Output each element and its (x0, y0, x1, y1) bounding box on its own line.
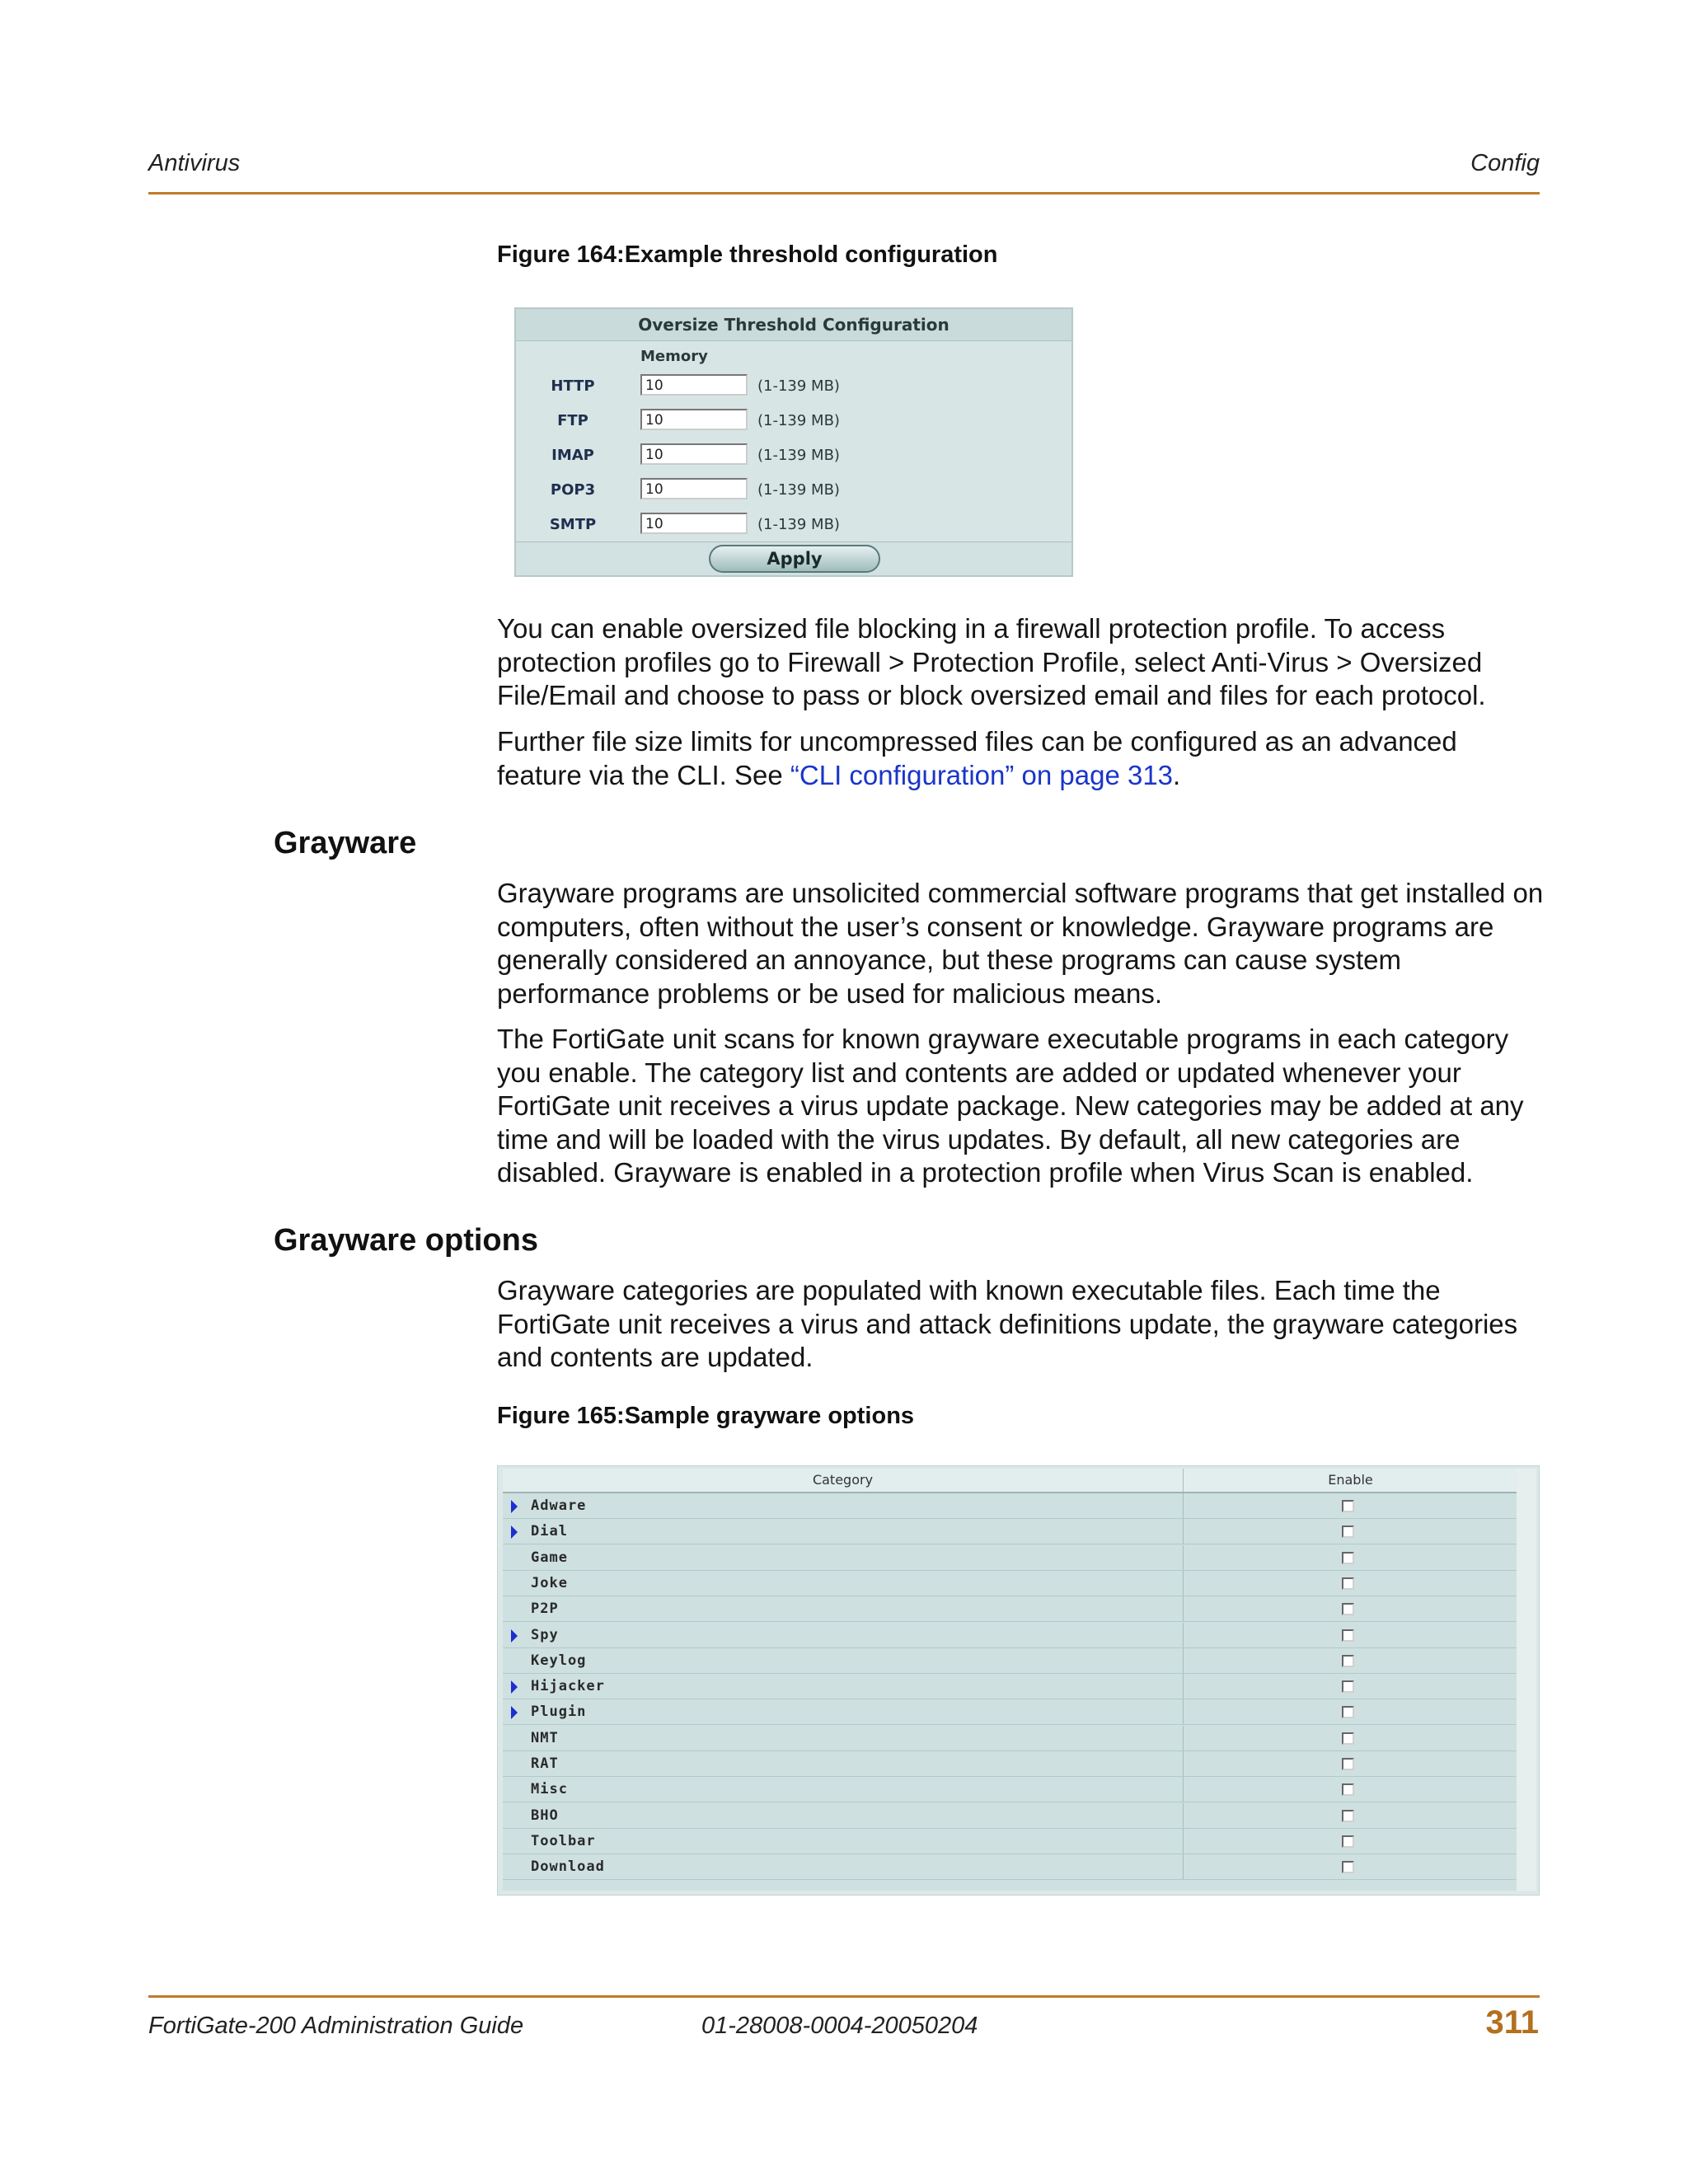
scrollbar[interactable] (1517, 1469, 1536, 1891)
column-divider (1183, 1493, 1184, 1518)
enable-checkbox[interactable] (1342, 1655, 1354, 1667)
running-header-section: Antivirus (148, 150, 241, 176)
category-name: Keylog (531, 1652, 587, 1669)
protocol-label: SMTP (549, 516, 597, 533)
category-name: Hijacker (531, 1678, 605, 1695)
column-divider (1183, 1777, 1184, 1802)
column-divider (1183, 1596, 1184, 1621)
table-row (503, 1674, 1517, 1699)
paragraph-text-end: . (1173, 759, 1181, 790)
grayware-options-heading: Grayware options (274, 1223, 538, 1258)
paragraph-grayware-definition: Grayware programs are unsolicited commercial software programs that get installed on computers, often without the user’s consent or knowledge. Grayware programs are generally considered an annoyance, but these programs can cause system performance problems or be used for malicious means. (497, 878, 1544, 1009)
enable-checkbox[interactable] (1342, 1577, 1354, 1590)
range-hint: (1-139 MB) (757, 412, 840, 429)
table-header (503, 1469, 1517, 1493)
category-name: Download (531, 1858, 605, 1876)
table-row (503, 1829, 1517, 1854)
column-divider (1183, 1751, 1184, 1776)
column-divider (1183, 1545, 1184, 1570)
enable-checkbox[interactable] (1342, 1706, 1354, 1718)
http-threshold-input[interactable]: 10 (640, 374, 748, 396)
apply-button[interactable]: Apply (709, 545, 880, 573)
table-row (503, 1751, 1517, 1777)
column-divider (1183, 1648, 1184, 1673)
grayware-heading: Grayware (274, 826, 417, 860)
range-hint: (1-139 MB) (757, 481, 840, 499)
expand-arrow-icon[interactable] (511, 1706, 518, 1719)
threshold-row-smtp (516, 511, 1071, 539)
paragraph-cli-limits (497, 725, 1544, 792)
grayware-options-table (497, 1465, 1540, 1896)
table-row (503, 1699, 1517, 1725)
header-rule (148, 192, 1540, 194)
category-name: Joke (531, 1574, 568, 1591)
category-name: Adware (531, 1497, 587, 1514)
column-divider (1183, 1571, 1184, 1596)
smtp-threshold-input[interactable]: 10 (640, 513, 748, 534)
category-name: Plugin (531, 1704, 587, 1721)
figure-164-caption: Figure 164:Example threshold configuration (497, 241, 998, 268)
table-row (503, 1854, 1517, 1880)
table-row (503, 1545, 1517, 1571)
table-row (503, 1648, 1517, 1674)
table-row (503, 1623, 1517, 1648)
enable-checkbox[interactable] (1342, 1861, 1354, 1873)
footer-rule (148, 1995, 1540, 1998)
pop3-threshold-input[interactable]: 10 (640, 478, 748, 499)
category-name: Game (531, 1549, 568, 1566)
expand-arrow-icon[interactable] (511, 1500, 518, 1513)
range-hint: (1-139 MB) (757, 447, 840, 464)
category-name: Misc (531, 1781, 568, 1798)
enable-column-header: Enable (1183, 1469, 1517, 1492)
category-name: Spy (531, 1626, 559, 1643)
enable-checkbox[interactable] (1342, 1603, 1354, 1615)
page-number: 311 (1485, 2004, 1539, 2041)
enable-checkbox[interactable] (1342, 1629, 1354, 1642)
paragraph-grayware-scanning: The FortiGate unit scans for known grayware executable programs in each category you enable. The category list and contents are added or updated whenever your FortiGate unit receives a virus update package. New categories may be added at any time and will be loaded with the virus updates. By default, all new categories are disabled. Grayware is enabled in a protection profile when Virus Scan is enabled. (497, 1024, 1524, 1188)
protocol-label: FTP (557, 412, 588, 429)
column-divider (1183, 1854, 1184, 1879)
threshold-row-ftp (516, 407, 1071, 435)
footer-guide-title: FortiGate-200 Administration Guide (148, 2013, 524, 2039)
table-row (503, 1803, 1517, 1829)
enable-checkbox[interactable] (1342, 1783, 1354, 1796)
panel-title: Oversize Threshold Configuration (516, 309, 1071, 341)
enable-checkbox[interactable] (1342, 1810, 1354, 1822)
oversize-threshold-panel (514, 307, 1073, 577)
column-divider (1183, 1623, 1184, 1647)
category-name: NMT (531, 1729, 559, 1746)
table-row (503, 1571, 1517, 1596)
column-divider (1183, 1519, 1184, 1544)
category-column-header: Category (812, 1472, 874, 1488)
memory-column-label: Memory (640, 348, 708, 365)
enable-checkbox[interactable] (1342, 1758, 1354, 1770)
running-header-chapter: Config (1470, 150, 1540, 176)
table-row (503, 1519, 1517, 1544)
column-divider (1183, 1674, 1184, 1699)
protocol-label: POP3 (550, 481, 596, 499)
threshold-row-pop3 (516, 476, 1071, 504)
imap-threshold-input[interactable]: 10 (640, 443, 748, 465)
grayware-table-body (503, 1469, 1517, 1891)
paragraph-oversized-blocking: You can enable oversized file blocking in a firewall protection profile. To access protection profiles go to Firewall > Protection Profile, select Anti-Virus > Oversized File/Email and choose to pass or block oversized email and files for each protocol. (497, 613, 1486, 710)
footer-document-number: 01-28008-0004-20050204 (701, 2013, 978, 2039)
table-row (503, 1596, 1517, 1622)
category-name: BHO (531, 1807, 559, 1824)
category-name: RAT (531, 1755, 559, 1772)
range-hint: (1-139 MB) (757, 516, 840, 533)
column-divider (1183, 1699, 1184, 1724)
enable-checkbox[interactable] (1342, 1552, 1354, 1564)
expand-arrow-icon[interactable] (511, 1526, 518, 1539)
threshold-row-http (516, 373, 1071, 401)
column-divider (1183, 1829, 1184, 1854)
paragraph-text: Further file size limits for uncompressed files can be configured as an advanced feature via the CLI. See (497, 726, 1457, 790)
protocol-label: IMAP (551, 447, 594, 464)
ftp-threshold-input[interactable]: 10 (640, 409, 748, 430)
panel-footer (516, 541, 1071, 575)
category-name: Toolbar (531, 1832, 596, 1849)
threshold-row-imap (516, 442, 1071, 470)
category-name: Dial (531, 1523, 568, 1540)
figure-165-caption: Figure 165:Sample grayware options (497, 1403, 915, 1429)
expand-arrow-icon[interactable] (511, 1629, 518, 1643)
range-hint: (1-139 MB) (757, 377, 840, 395)
protocol-label: HTTP (551, 377, 595, 395)
table-row (503, 1777, 1517, 1802)
paragraph-grayware-categories: Grayware categories are populated with known executable files. Each time the FortiGate unit receives a virus and attack definitions update, the grayware categories and contents are updated. (497, 1275, 1518, 1372)
category-name: P2P (531, 1601, 559, 1618)
enable-checkbox[interactable] (1342, 1526, 1354, 1538)
enable-checkbox[interactable] (1342, 1500, 1354, 1512)
expand-arrow-icon[interactable] (511, 1680, 518, 1694)
table-row (503, 1493, 1517, 1519)
column-divider (1183, 1726, 1184, 1750)
enable-checkbox[interactable] (1342, 1835, 1354, 1848)
table-row (503, 1726, 1517, 1751)
column-divider (1183, 1803, 1184, 1828)
enable-checkbox[interactable] (1342, 1732, 1354, 1745)
enable-checkbox[interactable] (1342, 1680, 1354, 1693)
cli-configuration-link[interactable]: “CLI configuration” on page 313 (790, 759, 1174, 790)
